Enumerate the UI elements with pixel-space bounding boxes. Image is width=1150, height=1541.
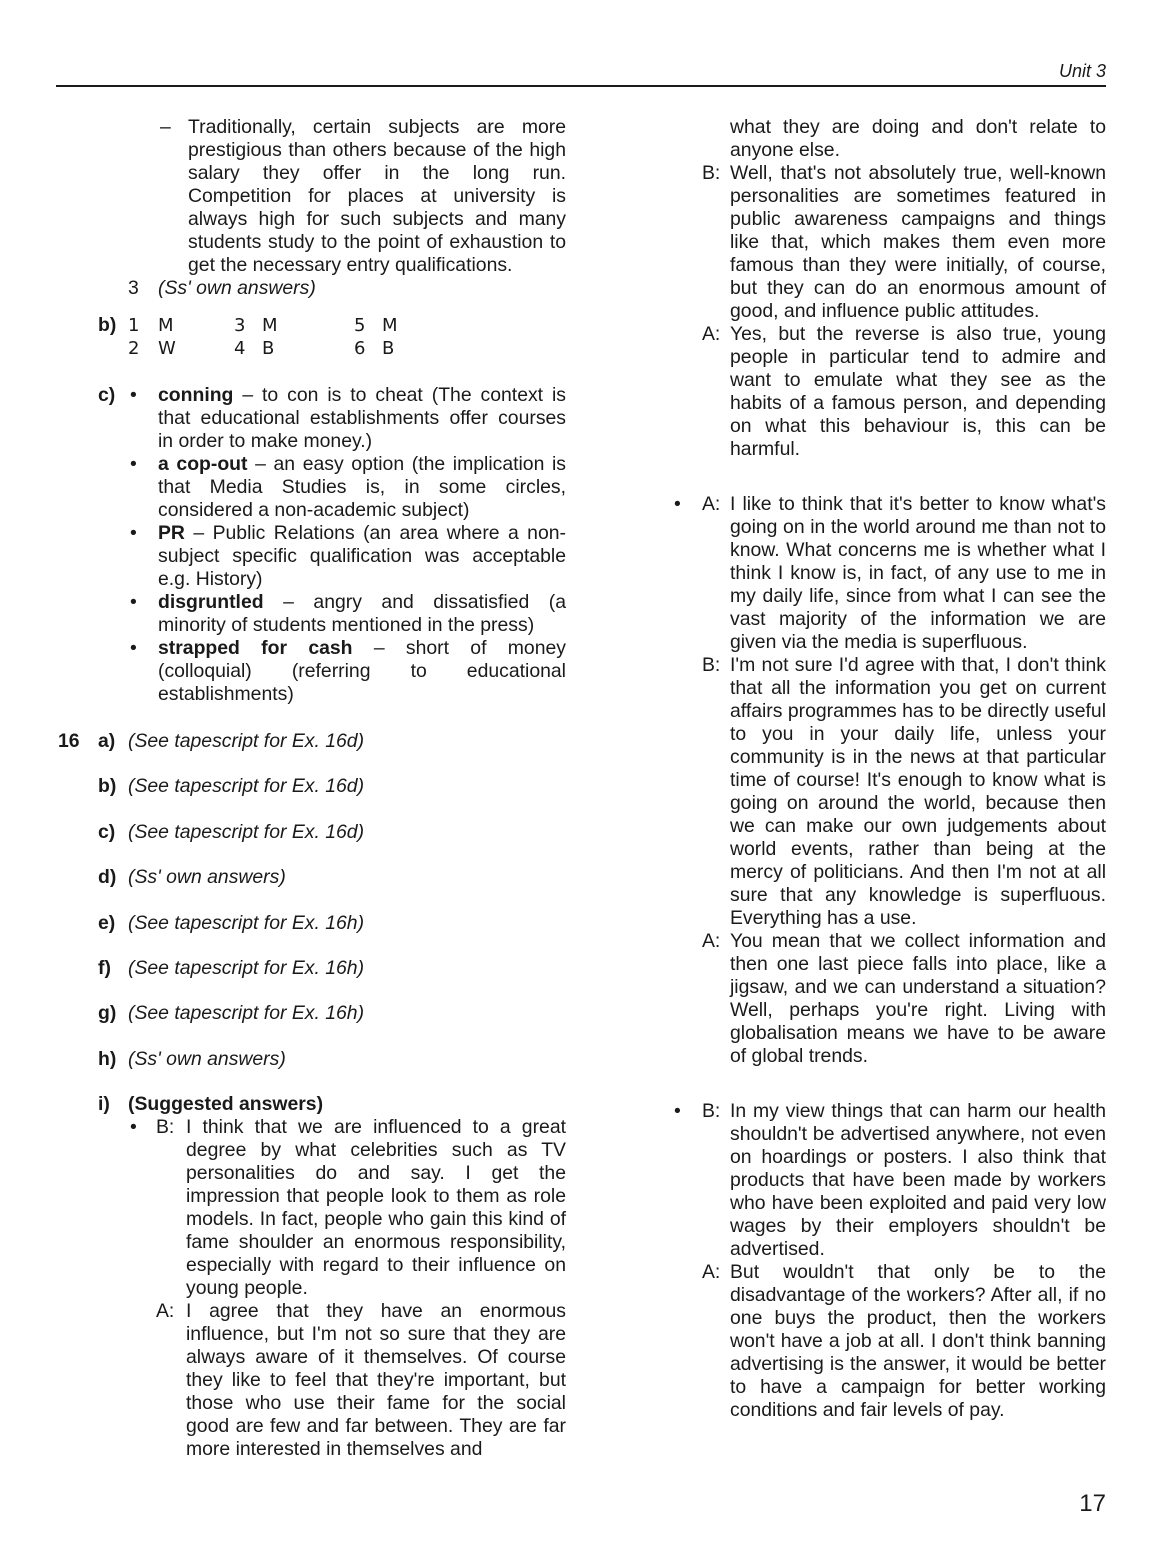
bullet: • [130,1116,137,1139]
answer-label: h) [98,1047,117,1070]
vocab-item [56,453,566,522]
grid-num: 2 [128,338,140,359]
exercise-16 [56,730,566,1461]
answer-text: (See tapescript for Ex. 16d) [128,820,365,843]
vocab-def: – angry and dissatisfied (a minority of students mentioned in the press) [158,591,566,636]
answer-row [56,912,566,935]
dialogue-text: I like to think that it's better to know what's going on in the world around me than not to know. What concerns me is whether what I think I know is, in fact, of any use to me in my daily life, since from what I can see the vast majority of the information we are given via the media is superfluous. [730,493,1106,653]
bullet: • [130,637,137,659]
vocab-term: conning [158,384,234,406]
dialogue-text: You mean that we collect information and then one last piece falls into place, like a jigsaw, and we can understand a situation? Well, perhaps you're right. Living with globalisation means we have to be aware of global trends. [730,930,1106,1067]
bullet: • [130,591,137,613]
grid-num: 5 [354,315,366,336]
grid-num: 6 [354,338,366,359]
vocab-term: strapped for cash [158,637,353,659]
answer-row [56,957,566,980]
vocab-term: disgruntled [158,591,264,613]
dash-item [56,116,566,277]
bullet: • [130,522,137,544]
speaker: A: [156,1300,175,1323]
answer-text: (See tapescript for Ex. 16d) [128,730,365,752]
bullet: • [674,1100,681,1122]
grid-val: M [158,315,174,336]
answer-label: e) [98,911,116,934]
answer-text: (Ss' own answers) [128,1047,286,1070]
dialogue-line [650,654,1106,930]
answer-label: b) [98,775,117,798]
dialogue-line [650,1261,1106,1422]
grid-num: 4 [234,338,246,359]
speaker: B: [702,654,721,676]
dialogue-text: Yes, but the reverse is also true, young people in particular tend to admire and want to emulate what they see as the habits of a famous person, and depending on what this behaviour is, this can be harmful. [730,323,1106,460]
dialogue-line [650,323,1106,461]
dialogue-text: I think that we are influenced to a great degree by what celebrities such as TV personalities do and say. I get the impression that people look to them as role models. In fact, people who gain this kind of fame shoulder an enormous responsibility, especially with regard to their influence on young people. [186,1116,566,1300]
item-3-number: 3 [128,277,139,299]
answer-text: (See tapescript for Ex. 16h) [128,911,365,934]
answer-label: i) [98,1093,110,1116]
answer-row [56,1002,566,1025]
dialogue-line [650,162,1106,323]
answer-row [56,866,566,889]
vocab-def: – an easy option (the implication is that Media Studies is, in some circles, considered a non-academic subject) [158,453,566,521]
item-3-text: (Ss' own answers) [158,277,316,299]
vocab-def: – to con is to cheat (The context is that educational establishments offer courses in order to make money.) [158,384,566,452]
answer-text: (Ss' own answers) [128,866,286,889]
suggested-answers-heading: (Suggested answers) [128,1093,324,1116]
speaker: B: [702,1100,721,1122]
unit-header: Unit 3 [1058,61,1106,81]
answer-label: f) [98,956,111,979]
vocab-list-c [56,384,566,706]
answer-row [56,775,566,798]
vocab-item [56,591,566,637]
header-rule [56,85,1106,87]
answer-row [56,1048,566,1071]
bullet: • [130,453,137,475]
dash-item-text: Traditionally, certain subjects are more prestigious than others because of the high salary they offer in the long run. Competition for places at university is always high for such subjects and many students study to the point of exhaustion to get the necessary entry qualifications. [188,116,566,276]
bullet: • [674,493,681,515]
speaker: A: [702,323,721,345]
item-3 [56,277,566,300]
grid-val: W [158,338,176,359]
vocab-item [56,522,566,591]
grid-num: 1 [128,315,140,336]
grid-val: M [382,315,398,336]
left-column [56,116,566,1461]
dialogue-text: In my view things that can harm our health shouldn't be advertised anywhere, not even on hoardings or posters. I also think that products that have been made by workers who have been exploited and paid very low wages by their employers shouldn't be advertised. [730,1100,1106,1260]
answer-label: a) [98,730,116,752]
answer-label: d) [98,866,117,889]
speaker: B: [702,162,721,184]
exercise-number: 16 [58,730,80,752]
dialogue-text: Well, that's not absolutely true, well-known personalities are sometimes featured in public awareness campaigns and things like that, which makes them even more famous than they were initially, of course, but they can do an enormous amount of good, and influence public attitudes. [730,162,1106,322]
speaker: B: [156,1116,175,1139]
answer-text: (See tapescript for Ex. 16h) [128,956,365,979]
vocab-term: PR [158,522,185,544]
answer-text: (See tapescript for Ex. 16d) [128,775,365,798]
vocab-item [56,384,566,453]
dialogue-continuation [650,116,1106,162]
speaker: A: [702,930,721,952]
vocab-def: – Public Relations (an area where a non-subject specific qualification was acceptable e.g. History) [158,522,566,590]
label-c: c) [98,384,116,406]
grid-val: M [262,315,278,336]
dash-marker: – [160,116,171,138]
grid-num: 3 [234,315,246,336]
answer-grid-b [56,314,566,360]
dialogue-line [650,930,1106,1068]
dialogue-line [650,1100,1106,1261]
grid-val: B [382,338,395,359]
answer-label: g) [98,1002,117,1025]
vocab-def: – short of money (colloquial) (referring to educational establishments) [158,637,566,705]
dialogue-line [650,493,1106,654]
speaker: A: [702,493,721,515]
bullet: • [130,384,137,406]
answer-label: c) [98,820,116,843]
answer-text: (See tapescript for Ex. 16h) [128,1002,365,1025]
answer-row [56,821,566,844]
dialogue-text: I'm not sure I'd agree with that, I don't think that all the information you get on current affairs programmes has to be directly useful to you in your daily life, unless your community is in the news at that particular time of course! It's enough to know what is going on around the world, because then we can make our own judgements about world events, rather than being at the mercy of politicians. And then I'm not at all sure that any knowledge is superfluous. Everything has a use. [730,654,1106,929]
dialogue-text: I agree that they have an enormous influence, but I'm not so sure that they are always aware of it themselves. Of course they like to feel that they're important, but those who use their fame for the social good are few and far between. They are far more interested in themselves and [186,1300,566,1461]
answer-row-i [56,1093,566,1116]
grid-val: B [262,338,275,359]
page-number: 17 [1079,1490,1106,1517]
speaker: A: [702,1261,721,1283]
answer-row [56,730,566,753]
label-b: b) [98,314,117,336]
vocab-item [56,637,566,706]
dialogue-line [56,1300,566,1461]
dialogue-text: But wouldn't that only be to the disadvantage of the workers? After all, if no one buys the product, then the workers won't have a job at all. I don't think banning advertising is the answer, it would be better to have a campaign for better working conditions and fair levels of pay. [730,1261,1106,1421]
dialogue-line [56,1116,566,1300]
dialogue-text: what they are doing and don't relate to anyone else. [730,116,1106,161]
vocab-term: a cop-out [158,453,248,475]
right-column [650,116,1106,1422]
